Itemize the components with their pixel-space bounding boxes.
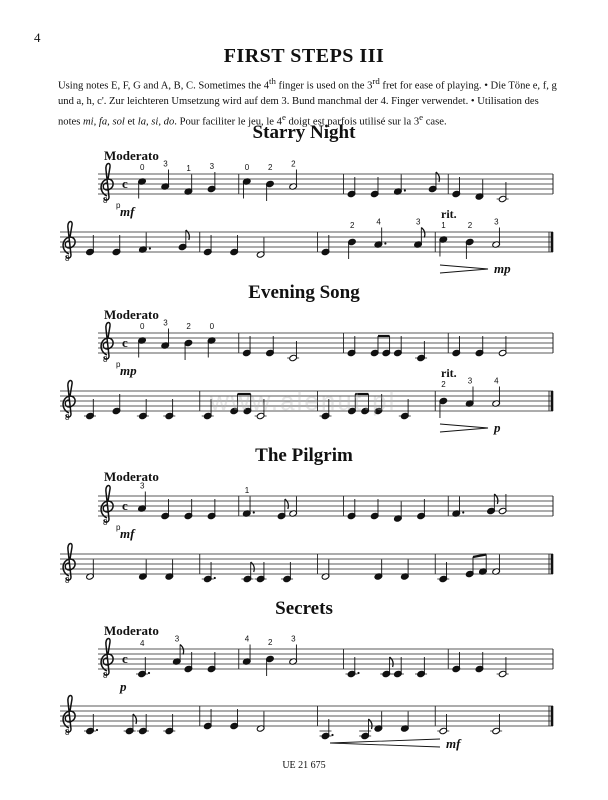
crescendo-hairpin [330, 739, 440, 747]
treble-clef-icon [101, 486, 113, 523]
pick-marking: p [116, 201, 121, 210]
dot-mark [148, 672, 150, 674]
dot-mark [404, 189, 406, 191]
intro-italic: la, si, do [137, 116, 175, 128]
watermark: www.alenut.pl [210, 386, 397, 416]
dynamic-end: p [494, 420, 501, 435]
fingering-number: 2 [291, 159, 296, 169]
treble-clef-path [101, 486, 113, 523]
flag [368, 719, 372, 729]
tempo-marking: Moderato [104, 623, 159, 638]
fingering-number: 3 [174, 634, 180, 644]
dynamic-start: p [120, 679, 127, 694]
tempo-marking: Moderato [104, 469, 159, 484]
tempo-marking: Moderato [104, 148, 159, 163]
intro-italic: mi, fa, sol [83, 116, 125, 128]
dot-mark [384, 242, 386, 244]
time-signature-common: c [122, 176, 128, 191]
decrescendo-hairpin [440, 424, 488, 432]
beam [473, 555, 486, 558]
treble-clef-path [63, 381, 75, 418]
time-signature-common: c [122, 335, 128, 350]
dynamic-end: mp [494, 261, 511, 276]
fingering-number: 0 [244, 163, 250, 172]
piece-title: The Pilgrim [255, 445, 353, 466]
decrescendo-hairpin [440, 265, 488, 273]
flag [390, 657, 394, 667]
page-title: FIRST STEPS III [223, 45, 385, 67]
pick-marking: p [116, 523, 121, 532]
fingering-number: 4 [376, 217, 381, 227]
fingering-number: 2 [186, 322, 191, 331]
treble-clef-path [101, 323, 113, 360]
fingering-number: 3 [140, 481, 145, 491]
fingering-number: 2 [467, 221, 473, 230]
flag [436, 172, 440, 182]
fingering-number: 4 [140, 639, 145, 648]
dot-mark [462, 511, 464, 513]
flag [285, 499, 289, 509]
dot-mark [331, 734, 333, 736]
time-signature-common: c [122, 651, 128, 666]
octave-8-label: 8 [103, 518, 108, 527]
fingering-number: 1 [441, 221, 446, 230]
intro-part: fret for ease of playing. • Die Töne e, f, g und a, h, c'. Zur leichteren Umsetzung wird auf dem 3. Bund manchmal der 4. Finger verwendet. • Utilisation des notes [58, 80, 557, 128]
treble-clef-path [63, 544, 75, 581]
fingering-number: 1 [244, 486, 250, 495]
flag [180, 645, 184, 655]
intro-part: finger is used on the 3 [275, 80, 373, 92]
flag [494, 494, 498, 504]
dot-mark [357, 672, 359, 674]
ritardando-marking: rit. [441, 207, 457, 221]
octave-8-label: 8 [65, 254, 70, 263]
intro-sup: e [419, 111, 424, 122]
fingering-number: 0 [140, 163, 145, 172]
dot-mark [214, 577, 216, 579]
fingering-number: 4 [494, 376, 499, 386]
intro-sup: th [269, 76, 276, 86]
octave-8-label: 8 [65, 576, 70, 585]
dynamic-end: mf [446, 736, 461, 751]
catalog-number: UE 21 675 [282, 760, 326, 771]
octave-8-label: 8 [103, 196, 108, 205]
dot-mark [149, 247, 151, 249]
fingering-number: 2 [267, 638, 273, 647]
treble-clef-icon [101, 164, 113, 201]
treble-clef-icon [63, 696, 75, 733]
treble-clef-icon [63, 222, 75, 259]
fingering-number: 1 [186, 164, 191, 173]
fingering-number: 3 [416, 217, 421, 227]
fingering-number: 2 [349, 221, 355, 230]
flag [186, 230, 190, 240]
page-number: 4 [34, 30, 41, 45]
treble-clef-path [63, 222, 75, 259]
octave-8-label: 8 [65, 728, 70, 737]
treble-clef-icon [101, 639, 113, 676]
octave-8-label: 8 [65, 413, 70, 422]
treble-clef-icon [63, 544, 75, 581]
fingering-number: 0 [140, 322, 145, 331]
fingering-number: 3 [163, 159, 168, 169]
flag [421, 228, 425, 238]
fingering-number: 3 [209, 162, 215, 171]
intro-sup: rd [372, 76, 380, 86]
time-signature-common: c [122, 498, 128, 513]
dynamic-start: mf [120, 526, 135, 541]
piece-title: Secrets [275, 598, 333, 619]
treble-clef-icon [101, 323, 113, 360]
fingering-number: 3 [494, 217, 499, 227]
intro-sup: e [281, 111, 286, 122]
tempo-marking: Moderato [104, 307, 159, 322]
intro-part: doigt est parfois utilisé sur la 3 [285, 116, 420, 128]
ritardando-marking: rit. [441, 366, 457, 380]
octave-8-label: 8 [103, 671, 108, 680]
treble-clef-path [63, 696, 75, 733]
octave-8-label: 8 [103, 355, 108, 364]
treble-clef-path [101, 164, 113, 201]
fingering-number: 2 [267, 163, 273, 172]
fingering-number: 4 [244, 634, 250, 644]
flag [133, 714, 137, 724]
piece-title: Evening Song [248, 282, 360, 303]
intro-part: case. [423, 116, 447, 128]
piece-title: Starry Night [252, 122, 356, 143]
dot-mark [96, 729, 98, 731]
fingering-number: 3 [467, 376, 473, 386]
intro-part: . Pour faciliter le jeu, le 4 [174, 116, 282, 128]
fingering-number: 0 [209, 322, 215, 331]
fingering-number: 2 [441, 380, 446, 389]
pick-marking: p [116, 360, 121, 369]
fingering-number: 3 [163, 318, 168, 328]
fingering-number: 3 [291, 634, 296, 644]
dynamic-start: mf [120, 204, 135, 219]
dot-mark [253, 511, 255, 513]
treble-clef-icon [63, 381, 75, 418]
dynamic-start: mp [120, 363, 137, 378]
treble-clef-path [101, 639, 113, 676]
flag [251, 562, 255, 572]
intro-part: Using notes E, F, G and A, B, C. Sometimes the 4 [58, 80, 270, 92]
intro-part: et [124, 116, 138, 128]
